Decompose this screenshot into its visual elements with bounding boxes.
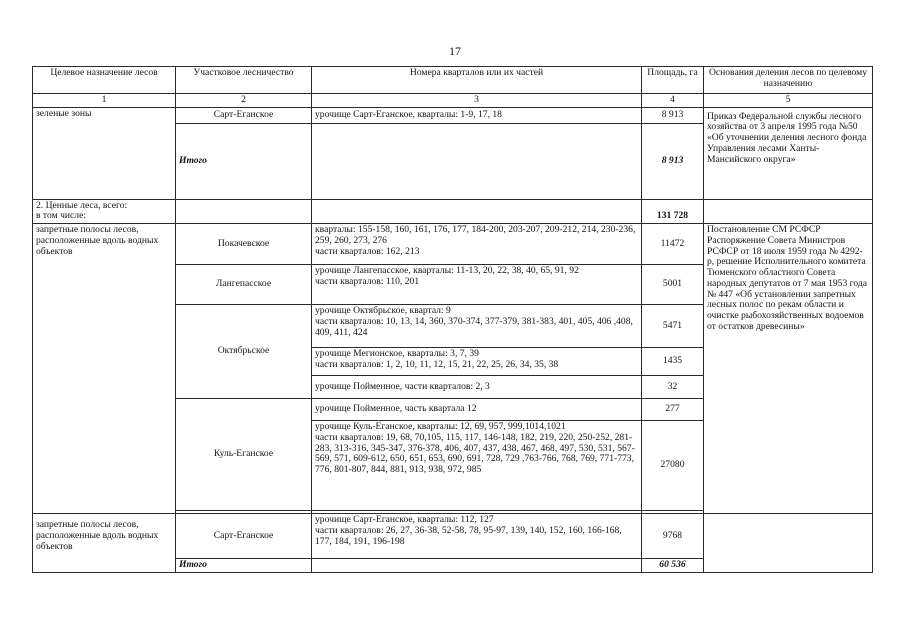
green-zone-forestry: Сарт-Еганское	[176, 107, 312, 123]
zapret2-quarters: урочище Сарт-Еганское, кварталы: 112, 127	[315, 514, 494, 526]
col-num-2: 2	[176, 94, 312, 108]
kul-eganskoe-r2-area: 27080	[642, 421, 704, 511]
langepasskoe-quarters: урочище Лангепасское, кварталы: 11-13, 20, 22, 38, 40, 65, 91, 92	[315, 265, 579, 277]
header-area: Площадь, га	[642, 67, 704, 94]
valuable-forests-subtitle: в том числе:	[36, 210, 87, 222]
pokachevskoe-quarters: кварталы: 155-158, 160, 161, 176, 177, 184-200, 203-207, 209-212, 214, 230-236, 259, 260, 273, 276	[315, 224, 636, 246]
table-row	[33, 107, 873, 123]
langepasskoe-quarters-cell	[312, 265, 642, 305]
zapret2-itogo-label: Итого	[176, 559, 312, 573]
kul-eganskoe-r1-area: 277	[642, 399, 704, 421]
valuable-forests-label	[33, 199, 176, 223]
col-num-4: 4	[642, 94, 704, 108]
col-num-5: 5	[704, 94, 873, 108]
col-num-1: 1	[33, 94, 176, 108]
oktyabrskoe-r2-quarters: урочище Мегионское, кварталы: 3, 7, 39	[315, 348, 479, 360]
green-zone-itogo-empty	[312, 123, 642, 199]
zapret2-itogo-empty	[312, 559, 642, 573]
pokachevskoe-area: 11472	[642, 224, 704, 265]
green-zone-itogo-label: Итого	[176, 123, 312, 199]
pokachevskoe-forestry: Покачевское	[176, 224, 312, 265]
langepasskoe-parts: части кварталов: 110, 201	[315, 275, 420, 287]
oktyabrskoe-r3-quarters: урочище Пойменное, части кварталов: 2, 3	[312, 376, 642, 399]
kul-eganskoe-r1-quarters: урочище Пойменное, часть квартала 12	[312, 399, 642, 421]
green-zone-quarters: урочище Сарт-Еганское, кварталы: 1-9, 17, 18	[312, 107, 642, 123]
column-number-row	[33, 94, 873, 108]
table-row	[33, 514, 873, 559]
table-row	[33, 224, 873, 265]
zapret2-forestry: Сарт-Еганское	[176, 514, 312, 559]
zapret2-area: 9768	[642, 514, 704, 559]
table-row	[33, 199, 873, 223]
oktyabrskoe-r3-area: 32	[642, 376, 704, 399]
header-purpose: Целевое назначение лесов	[33, 67, 176, 94]
zapret2-parts: части кварталов: 26, 27, 36-38, 52-58, 78, 95-97, 139, 140, 152, 160, 166-168, 177, 184, 191, 196-198	[315, 524, 622, 547]
oktyabrskoe-r1-quarters: урочище Октябрьское, квартал: 9	[315, 305, 451, 317]
zapret-basis: Постановление СМ РСФСР Распоряжение Совета Министров РСФСР от 18 июля 1959 года № 4292-р, решение Исполнительного комитета Тюменского областного Совета народных депутатов от 7 мая 1953 года № 447 «Об установлении запретных лесных полос по рекам области и очистке рыбохозяйственных водоемов от остатков древесины»	[704, 224, 873, 514]
zapret2-basis-empty	[704, 514, 873, 573]
valuable-quarters-empty	[312, 199, 642, 223]
oktyabrskoe-r1-parts: части кварталов: 10, 13, 14, 360, 370-374, 377-379, 381-383, 401, 405, 406 ,408, 409, 411, 424	[315, 315, 633, 338]
valuable-forests-title: 2. Ценные леса, всего:	[36, 199, 128, 211]
pokachevskoe-parts: части кварталов: 162, 213	[315, 245, 420, 257]
valuable-forests-total: 131 728	[642, 199, 704, 223]
green-zone-area: 8 913	[642, 107, 704, 123]
zapret2-itogo-area: 60 536	[642, 559, 704, 573]
oktyabrskoe-r2-area: 1435	[642, 348, 704, 376]
pokachevskoe-quarters-cell	[312, 224, 642, 265]
header-quarters: Номера кварталов или их частей	[312, 67, 642, 94]
header-forestry: Участковое лесничество	[176, 67, 312, 94]
zapret-purpose: запретные полосы лесов, расположенные вдоль водных объектов	[33, 224, 176, 514]
zapret2-quarters-cell	[312, 514, 642, 559]
oktyabrskoe-r2-cell	[312, 348, 642, 376]
kul-eganskoe-r2-cell	[312, 421, 642, 511]
green-zone-basis: Приказ Федеральной службы лесного хозяйства от 3 апреля 1995 года №50 «Об уточнении деления лесного фонда Управления лесами Ханты-Мансийского округа»	[704, 107, 873, 199]
page-number: 17	[449, 44, 461, 58]
green-zone-itogo-area: 8 913	[642, 123, 704, 199]
langepasskoe-forestry: Лангепасское	[176, 265, 312, 305]
header-basis: Основания деления лесов по целевому назначению	[704, 67, 873, 94]
col-num-3: 3	[312, 94, 642, 108]
oktyabrskoe-r1-area: 5471	[642, 305, 704, 348]
valuable-basis-empty	[704, 199, 873, 223]
oktyabrskoe-r1-cell	[312, 305, 642, 348]
forest-division-table	[32, 66, 873, 573]
oktyabrskoe-forestry: Октябрьское	[176, 305, 312, 399]
green-zone-purpose: зеленые зоны	[33, 107, 176, 199]
oktyabrskoe-r2-parts: части кварталов: 1, 2, 10, 11, 12, 15, 21, 22, 25, 26, 34, 35, 38	[315, 358, 559, 370]
kul-eganskoe-r2-parts: части кварталов: 19, 68, 70,105, 115, 117, 146-148, 182, 219, 220, 250-252, 281-283, 313-316, 345-347, 376-378, 406, 407, 437, 438, 467, 468, 497, 530, 531, 567-569, 571, 609-612, 650, 651, 653, 690, 691, 728, 729 ,763-766, 768, 769, 771-773, 776, 801-807, 844, 881, 913, 938, 972, 985	[315, 431, 635, 476]
valuable-forestry-empty	[176, 199, 312, 223]
kul-eganskoe-r2-quarters: урочище Куль-Еганское, кварталы: 12, 69, 957, 999,1014,1021	[315, 421, 566, 433]
kul-eganskoe-forestry: Куль-Еганское	[176, 399, 312, 511]
zapret2-purpose: запретные полосы лесов, расположенные вдоль водных объектов	[33, 514, 176, 573]
langepasskoe-area: 5001	[642, 265, 704, 305]
table-header-row	[33, 67, 873, 94]
